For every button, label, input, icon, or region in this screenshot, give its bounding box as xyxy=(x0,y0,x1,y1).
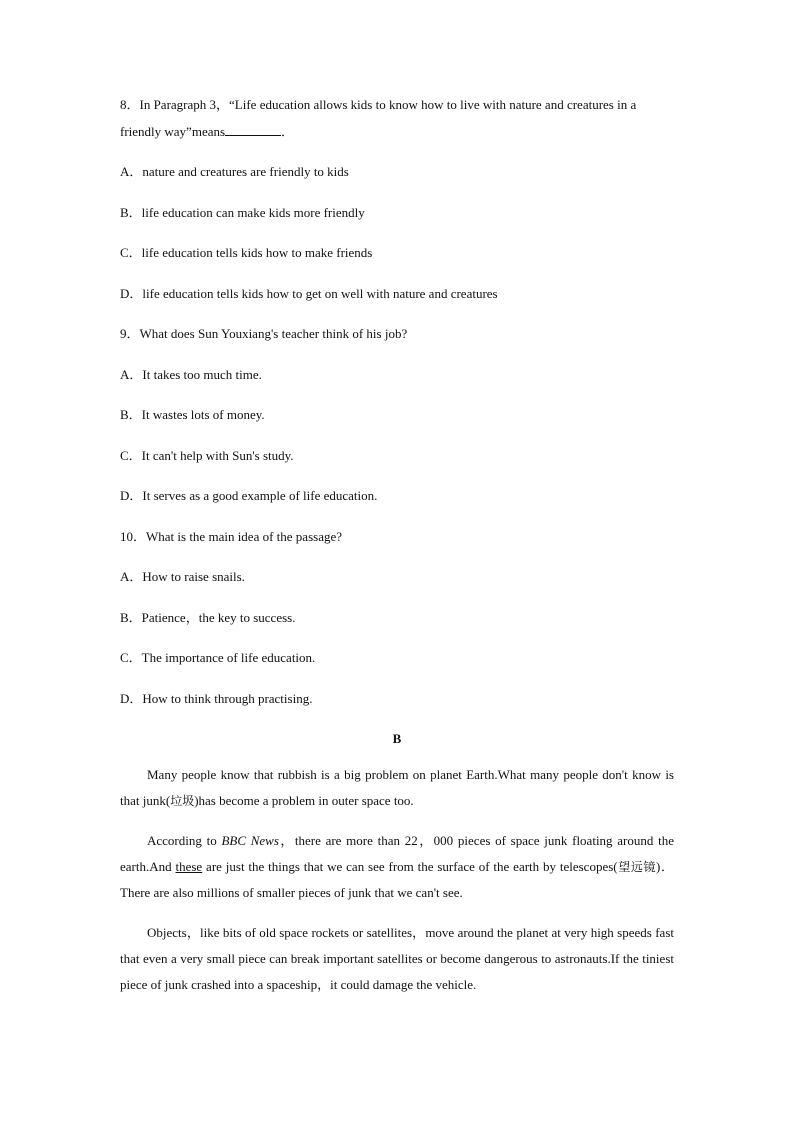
question-9-option-d: D．It serves as a good example of life education. xyxy=(120,488,378,503)
paragraph-2-text-d: )．There are also millions of smaller pieces of junk that we can't see. xyxy=(120,859,674,900)
question-8-option-b: B．life education can make kids more friendly xyxy=(120,204,365,220)
section-heading: B xyxy=(392,731,402,746)
passage-paragraph-1 xyxy=(120,762,674,814)
question-8-end: ． xyxy=(281,123,295,139)
question-8-stem xyxy=(120,92,674,145)
paragraph-1-text-b: )has become a problem in outer space too. xyxy=(194,793,414,808)
answer-blank xyxy=(225,122,281,136)
passage-paragraph-3: Objects，like bits of old space rockets or satellites，move around the planet at very high speeds fast that even a very small piece can break important satellites or become dangerous to astronauts.If the tiniest piece of junk crashed into a spaceship，it could damage the vehicle. xyxy=(120,925,674,992)
paragraph-2-text-c: are just the things that we can see from the surface of the earth by telescopes( xyxy=(202,859,618,874)
question-9-option-b: B．It wastes lots of money. xyxy=(120,407,265,422)
question-9-option-c: C．It can't help with Sun's study. xyxy=(120,447,294,463)
question-10-option-c: C．The importance of life education. xyxy=(120,650,316,665)
news-source: BBC News xyxy=(221,833,279,848)
question-8-option-d: D．life education tells kids how to get on well with nature and creatures xyxy=(120,285,498,301)
question-10-option-d: D．How to think through practising. xyxy=(120,690,313,706)
question-9-option-a: A．It takes too much time. xyxy=(120,366,262,382)
paragraph-2-text-a: According to xyxy=(147,833,222,848)
question-10-option-a: A．How to raise snails. xyxy=(120,569,245,584)
question-10-stem: 10．What is the main idea of the passage? xyxy=(120,528,343,544)
question-8-option-c: C．life education tells kids how to make friends xyxy=(120,245,373,260)
paragraph-2-gloss: 望远镜 xyxy=(617,860,657,874)
paragraph-1-text-a: Many people know that rubbish is a big problem on planet Earth.What many people don't know is that junk( xyxy=(120,767,674,808)
paragraph-2-text-b: ，there are more than 22，000 pieces of space junk floating around the earth.And xyxy=(120,833,674,874)
underlined-word: these xyxy=(175,859,203,874)
question-10-option-b: B．Patience，the key to success. xyxy=(120,609,296,625)
document-page xyxy=(120,92,674,1012)
paragraph-1-gloss: 垃圾 xyxy=(170,794,195,808)
question-8-text: 8．In Paragraph 3，“Life education allows kids to know how to live with nature and creatures in a friendly way”means xyxy=(120,97,637,139)
passage-paragraph-2 xyxy=(120,828,674,906)
question-9-stem: 9．What does Sun Youxiang's teacher think of his job? xyxy=(120,326,408,341)
question-8-option-a: A．nature and creatures are friendly to kids xyxy=(120,164,349,179)
